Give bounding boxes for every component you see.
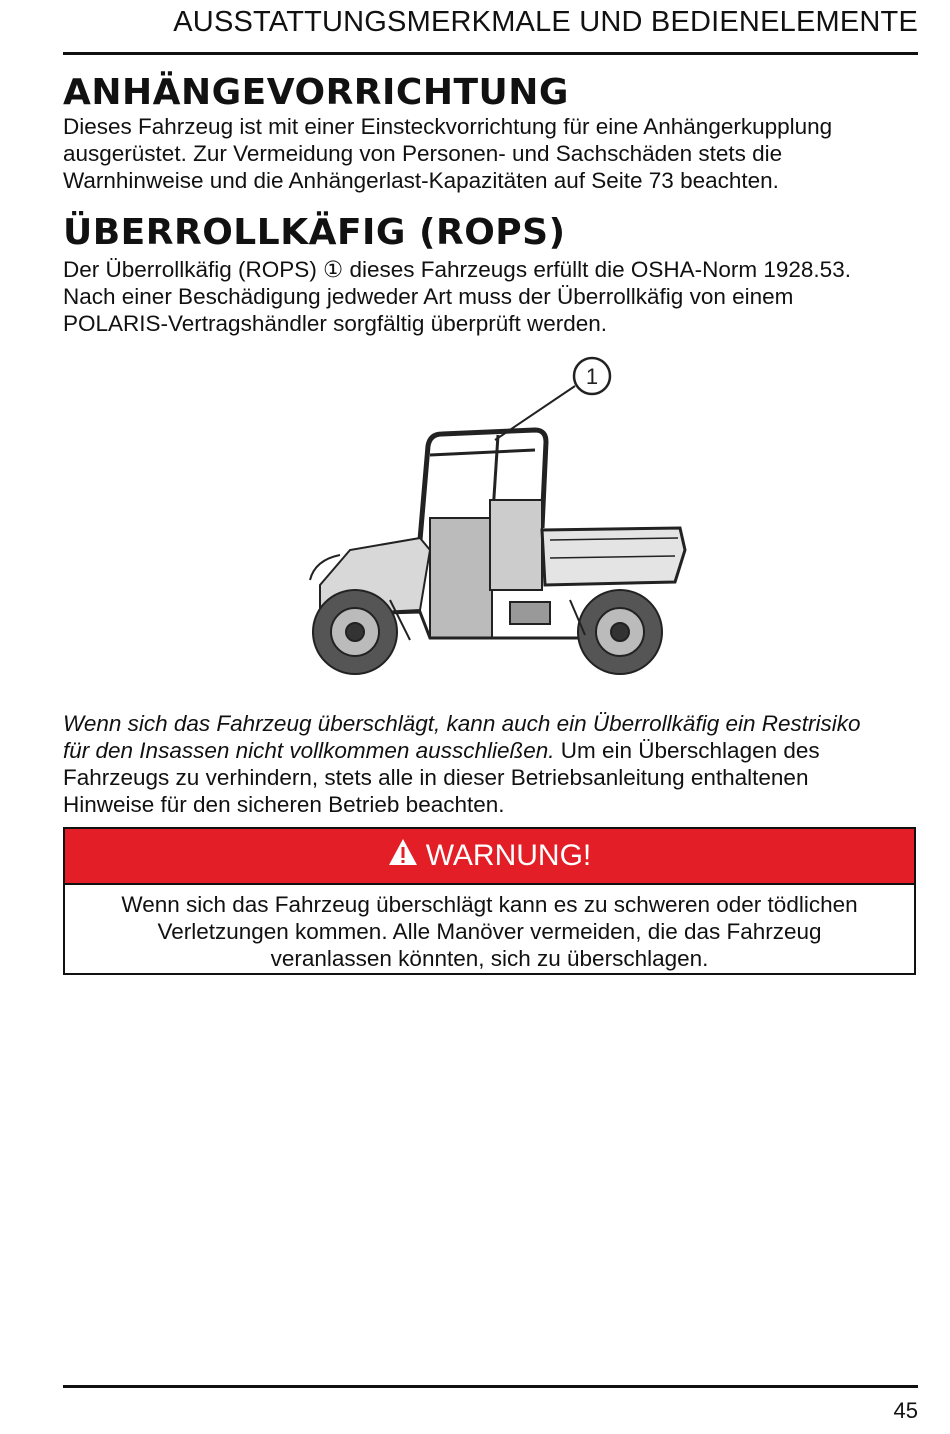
text-line: Warnhinweise und die Anhängerlast-Kapazitäten auf Seite 73 beachten. (63, 168, 779, 193)
front-wheel (313, 590, 397, 674)
text-line: ausgerüstet. Zur Vermeidung von Personen- und Sachschäden stets die (63, 141, 783, 166)
rops-safety-paragraph (63, 710, 923, 818)
text-line: Wenn sich das Fahrzeug überschlägt kann es zu schweren oder tödlichen (121, 892, 858, 917)
warning-header (65, 829, 914, 885)
italic-text: für den Insassen nicht vollkommen ausschließen. (63, 738, 555, 763)
text-line: veranlassen könnten, sich zu überschlagen. (270, 946, 709, 971)
page-number: 45 (893, 1398, 918, 1423)
callout-number: 1 (585, 364, 599, 389)
text-line: Hinweise für den sicheren Betrieb beachten. (63, 792, 505, 817)
text-line: Verletzungen kommen. Alle Manöver vermeiden, die das Fahrzeug (157, 919, 822, 944)
section-text-anhaengevorrichtung (63, 113, 923, 194)
warning-box (63, 827, 916, 975)
section-text-rops (63, 256, 923, 337)
normal-text: Um ein Überschlagen des (554, 738, 820, 763)
text-line: Der Überrollkäfig (ROPS) ① dieses Fahrzeugs erfüllt die OSHA-Norm 1928.53. (63, 257, 851, 282)
rear-wheel (578, 590, 662, 674)
text-line: Dieses Fahrzeug ist mit einer Einsteckvorrichtung für eine Anhängerkupplung (63, 114, 833, 139)
header-rule (63, 52, 918, 55)
page-header-title: AUSSTATTUNGSMERKMALE UND BEDIENELEMENTE (173, 6, 918, 38)
text-line: Nach einer Beschädigung jedweder Art muss der Überrollkäfig von einem (63, 284, 794, 309)
section-heading-anhaengevorrichtung: ANHÄNGEVORRICHTUNG (63, 72, 569, 113)
footer-rule (63, 1385, 918, 1388)
text-line: POLARIS-Vertragshändler sorgfältig überprüft werden. (63, 311, 608, 336)
warning-triangle-icon (388, 838, 418, 874)
warning-title: WARNUNG! (425, 839, 592, 872)
vehicle-rops-illustration (280, 350, 700, 690)
section-heading-rops: ÜBERROLLKÄFIG (ROPS) (63, 212, 566, 253)
warning-text (65, 885, 914, 972)
italic-line: Wenn sich das Fahrzeug überschlägt, kann auch ein Überrollkäfig ein Restrisiko (63, 711, 861, 736)
text-line: Fahrzeugs zu verhindern, stets alle in dieser Betriebsanleitung enthaltenen (63, 765, 809, 790)
